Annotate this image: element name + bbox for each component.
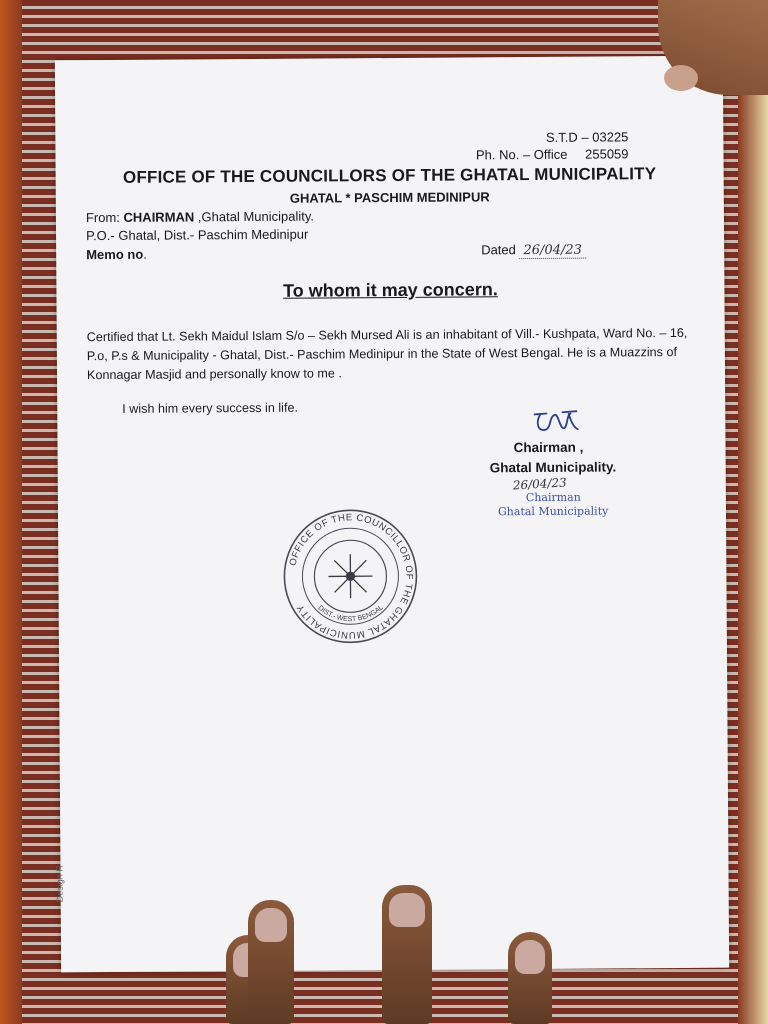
dated-label: Dated	[481, 242, 516, 258]
seal-chakra-icon	[328, 554, 372, 598]
signoff-role: Chairman ,	[513, 439, 584, 456]
sender-address: P.O.- Ghatal, Dist.- Paschim Medinipur	[85, 226, 309, 244]
dated-value: 26/04/23	[519, 243, 586, 259]
phone-line	[476, 146, 629, 162]
memo-suffix: .	[143, 246, 147, 262]
official-seal	[280, 506, 421, 647]
letter-heading: To whom it may concern.	[283, 279, 498, 301]
from-label: From:	[85, 209, 120, 226]
folder-edge-right	[738, 0, 768, 1024]
finger-4	[508, 932, 552, 1024]
finger-2	[248, 900, 294, 1024]
memo-label: Memo no	[86, 246, 144, 263]
letterhead-title: OFFICE OF THE COUNCILLORS OF THE GHATAL MUNICIPALITY	[122, 164, 657, 187]
svg-text:DIST.- WEST BENGAL	[316, 604, 384, 623]
from-org: ,Ghatal Municipality.	[197, 208, 315, 225]
seal-outer-text: OFFICE OF THE COUNCILLOR OF THE GHATAL MUNICIPALITY	[287, 512, 415, 641]
folder-print: Design R	[54, 865, 65, 903]
memo-line	[86, 247, 147, 262]
from-role: CHAIRMAN	[123, 209, 195, 225]
seal-bottom-text: DIST.- WEST BENGAL	[316, 604, 385, 624]
signoff-date: 26/04/23	[512, 475, 568, 493]
signature-mark	[530, 405, 581, 444]
finger-3	[382, 885, 432, 1024]
certificate-body: Certified that Lt. Sekh Maidul Islam S/o – Sekh Mursed Ali is an inhabitant of Vill.- Kushpata, Ward No. – 16, P.o, P.s & Municipality - Ghatal, Dist.- Paschim Medinipur in the State of West Bengal. He is a Muazzins of Konnagar Masjid and personally know to me .	[86, 325, 688, 383]
certificate-paper	[55, 56, 729, 973]
folder-edge-left	[0, 0, 22, 1024]
phone-number: 255059	[585, 146, 629, 162]
from-line	[86, 209, 314, 226]
stamp-role: Chairman	[525, 490, 581, 505]
signoff-org: Ghatal Municipality.	[489, 459, 617, 476]
stamp-org: Ghatal Municipality	[497, 504, 609, 519]
std-code: S.T.D – 03225	[545, 129, 629, 145]
letterhead-subtitle: GHATAL * PASCHIM MEDINIPUR	[289, 189, 490, 206]
dated-line	[481, 242, 586, 259]
wish-line: I wish him every success in life.	[122, 400, 298, 416]
phone-label: Ph. No. – Office	[475, 146, 568, 163]
thumb-top-right	[658, 0, 768, 95]
